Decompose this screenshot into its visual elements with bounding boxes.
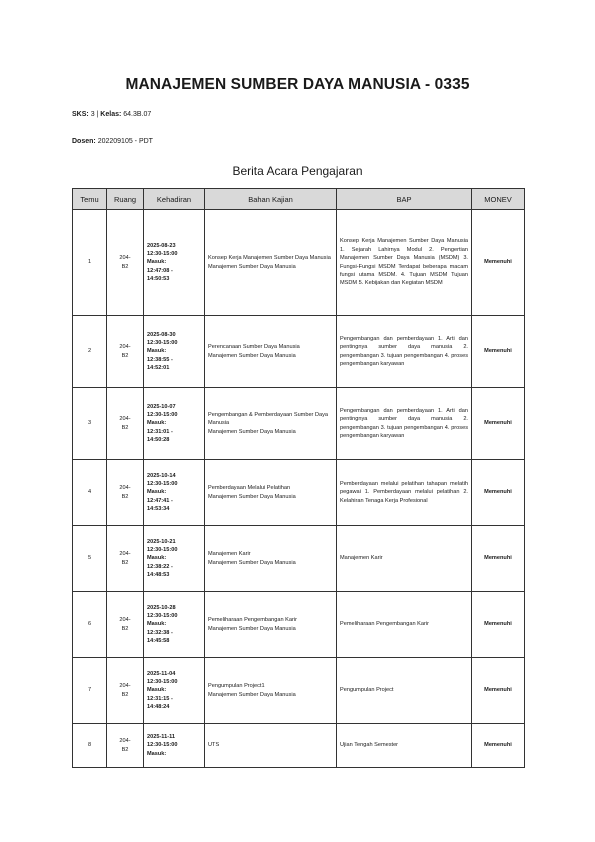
header-temu: Temu bbox=[73, 189, 107, 210]
cell-kehadiran-line: Masuk: bbox=[147, 687, 167, 694]
cell-temu bbox=[73, 592, 107, 658]
table-row bbox=[73, 724, 525, 768]
cell-temu-line: 5 bbox=[87, 555, 92, 562]
cell-bahan-kajian-line: Manajemen Sumber Daya Manusia bbox=[208, 493, 296, 500]
cell-kehadiran-line: Masuk: bbox=[147, 489, 167, 496]
cell-ruang-line: 204- bbox=[119, 738, 131, 745]
cell-kehadiran-line: Masuk: bbox=[147, 750, 167, 757]
cell-ruang-line: 204- bbox=[119, 683, 131, 690]
teaching-report-table bbox=[72, 188, 525, 768]
cell-bahan-kajian bbox=[205, 658, 337, 724]
cell-kehadiran-line: 14:48:24 bbox=[147, 704, 170, 711]
cell-bahan-kajian-line: Pengembangan & Pemberdayaan Sumber Daya Manusia bbox=[208, 411, 329, 427]
sks-value: 3 | bbox=[90, 111, 99, 118]
cell-monev bbox=[472, 592, 525, 658]
cell-kehadiran-line: Masuk: bbox=[147, 621, 167, 628]
cell-kehadiran-line: Masuk: bbox=[147, 259, 167, 266]
cell-kehadiran-line: 12:30-15:00 bbox=[147, 480, 178, 487]
header-ruang: Ruang bbox=[107, 189, 144, 210]
cell-ruang-line: B2 bbox=[121, 424, 129, 431]
cell-kehadiran bbox=[144, 388, 205, 460]
cell-kehadiran-line: 2025-10-14 bbox=[147, 472, 176, 479]
cell-ruang-line: 204- bbox=[119, 344, 131, 351]
cell-bap-line: Manajemen Karir bbox=[340, 555, 383, 562]
cell-ruang-line: 204- bbox=[119, 255, 131, 262]
cell-ruang-line: B2 bbox=[121, 263, 129, 270]
cell-bap bbox=[337, 724, 472, 768]
cell-kehadiran-line: 2025-10-21 bbox=[147, 538, 176, 545]
cell-ruang bbox=[107, 316, 144, 388]
cell-kehadiran-line: 2025-11-11 bbox=[147, 733, 175, 740]
cell-temu bbox=[73, 724, 107, 768]
cell-kehadiran-line: 2025-08-30 bbox=[147, 331, 176, 338]
cell-kehadiran-line: 14:48:53 bbox=[147, 572, 170, 579]
cell-ruang-line: B2 bbox=[121, 625, 129, 632]
cell-monev bbox=[472, 658, 525, 724]
table-row bbox=[73, 658, 525, 724]
cell-bahan-kajian-line: Manajemen Sumber Daya Manusia bbox=[208, 352, 296, 359]
dosen-label: Dosen: bbox=[72, 138, 96, 145]
cell-bahan-kajian-line: UTS bbox=[208, 742, 220, 749]
cell-monev-line: Memenuhi bbox=[484, 687, 512, 694]
table-row bbox=[73, 388, 525, 460]
cell-temu bbox=[73, 316, 107, 388]
cell-kehadiran bbox=[144, 724, 205, 768]
cell-bahan-kajian-line: Manajemen Sumber Daya Manusia bbox=[208, 263, 296, 270]
cell-temu-line: 2 bbox=[87, 348, 92, 355]
cell-bap-line: Pengembangan dan pemberdayaan 1. Arti dan pentingnya sumber daya manusia 2. pengembangan 3. tujuan pengembangan 4. proses pengembangan karyawan bbox=[340, 335, 468, 367]
cell-bap-line: Pemberdayaan melalui pelatihan tahapan melatih pegawai 1. Pemberdayaan melalui pelatihan 2. Kelahiran Tenaga Kerja Profesional bbox=[340, 480, 468, 504]
cell-ruang-line: B2 bbox=[121, 352, 129, 359]
table-row bbox=[73, 210, 525, 316]
cell-kehadiran-line: 12:47:41 - bbox=[147, 497, 173, 504]
cell-bahan-kajian-line: Konsep Kerja Manajemen Sumber Daya Manusia bbox=[208, 255, 331, 262]
cell-temu-line: 8 bbox=[87, 742, 92, 749]
cell-kehadiran-line: 2025-11-04 bbox=[147, 670, 176, 677]
cell-bap bbox=[337, 526, 472, 592]
kelas-label: Kelas: bbox=[100, 111, 122, 118]
document-title: MANAJEMEN SUMBER DAYA MANUSIA - 0335 bbox=[125, 76, 470, 93]
header-bap: BAP bbox=[337, 189, 472, 210]
cell-bahan-kajian bbox=[205, 592, 337, 658]
cell-kehadiran-line: 12:30-15:00 bbox=[147, 612, 178, 619]
cell-monev bbox=[472, 388, 525, 460]
cell-kehadiran-line: 12:30-15:00 bbox=[147, 411, 178, 418]
cell-temu bbox=[73, 388, 107, 460]
cell-kehadiran-line: 14:53:34 bbox=[147, 506, 170, 513]
cell-bahan-kajian-line: Pemberdayaan Melalui Pelatihan bbox=[208, 485, 291, 492]
cell-bap bbox=[337, 658, 472, 724]
cell-kehadiran-line: Masuk: bbox=[147, 555, 167, 562]
cell-kehadiran-line: 12:31:15 - bbox=[147, 695, 173, 702]
table-row bbox=[73, 316, 525, 388]
cell-ruang-line: 204- bbox=[119, 485, 131, 492]
cell-temu bbox=[73, 658, 107, 724]
cell-kehadiran-line: 2025-10-07 bbox=[147, 403, 176, 410]
cell-bahan-kajian bbox=[205, 460, 337, 526]
cell-bahan-kajian-line: Pemeliharaan Pengembangan Karir bbox=[208, 617, 297, 624]
cell-bap bbox=[337, 592, 472, 658]
cell-bahan-kajian-line: Pengumpulan Project1 bbox=[208, 683, 265, 690]
cell-ruang bbox=[107, 592, 144, 658]
cell-kehadiran bbox=[144, 592, 205, 658]
cell-bap-line: Pemeliharaan Pengembangan Karir bbox=[340, 621, 429, 628]
cell-kehadiran bbox=[144, 658, 205, 724]
cell-monev-line: Memenuhi bbox=[484, 742, 512, 749]
cell-monev-line: Memenuhi bbox=[484, 555, 512, 562]
cell-kehadiran-line: 12:30-15:00 bbox=[147, 339, 178, 346]
cell-temu bbox=[73, 526, 107, 592]
cell-kehadiran-line: 14:50:28 bbox=[147, 437, 170, 444]
cell-monev-line: Memenuhi bbox=[484, 420, 512, 427]
cell-monev bbox=[472, 316, 525, 388]
cell-kehadiran-line: 2025-08-23 bbox=[147, 242, 176, 249]
cell-ruang-line: 204- bbox=[119, 617, 131, 624]
cell-bap-line: Pengumpulan Project bbox=[340, 687, 394, 694]
cell-bap bbox=[337, 316, 472, 388]
cell-kehadiran-line: 14:52:01 bbox=[147, 365, 170, 372]
cell-kehadiran bbox=[144, 526, 205, 592]
cell-bahan-kajian bbox=[205, 388, 337, 460]
cell-kehadiran-line: 14:50:53 bbox=[147, 276, 170, 283]
cell-kehadiran bbox=[144, 210, 205, 316]
cell-ruang-line: 204- bbox=[119, 551, 131, 558]
cell-kehadiran-line: 12:32:38 - bbox=[147, 629, 173, 636]
cell-monev bbox=[472, 724, 525, 768]
cell-bap bbox=[337, 460, 472, 526]
cell-bahan-kajian-line: Perencanaan Sumber Daya Manusia bbox=[208, 344, 300, 351]
cell-ruang-line: B2 bbox=[121, 493, 129, 500]
cell-kehadiran-line: 12:30-15:00 bbox=[147, 546, 178, 553]
cell-bahan-kajian-line: Manajemen Sumber Daya Manusia bbox=[208, 625, 296, 632]
cell-kehadiran-line: 2025-10-28 bbox=[147, 604, 176, 611]
table-header-row bbox=[73, 189, 525, 210]
cell-kehadiran-line: 12:30-15:00 bbox=[147, 250, 178, 257]
cell-kehadiran bbox=[144, 316, 205, 388]
cell-kehadiran-line: 12:47:08 - bbox=[147, 267, 173, 274]
cell-ruang bbox=[107, 724, 144, 768]
kelas-value: 64.3B.07 bbox=[123, 111, 152, 118]
cell-temu-line: 3 bbox=[87, 420, 92, 427]
cell-ruang-line: 204- bbox=[119, 416, 131, 423]
table-row bbox=[73, 526, 525, 592]
cell-kehadiran-line: 12:30-15:00 bbox=[147, 742, 178, 749]
cell-temu-line: 7 bbox=[87, 687, 92, 694]
cell-ruang bbox=[107, 210, 144, 316]
cell-ruang bbox=[107, 526, 144, 592]
cell-monev-line: Memenuhi bbox=[484, 348, 512, 355]
cell-temu bbox=[73, 210, 107, 316]
header-bahan-kajian: Bahan Kajian bbox=[205, 189, 337, 210]
cell-bap bbox=[337, 388, 472, 460]
cell-bahan-kajian-line: Manajemen Sumber Daya Manusia bbox=[208, 428, 296, 435]
cell-ruang-line: B2 bbox=[121, 746, 129, 753]
cell-ruang bbox=[107, 388, 144, 460]
cell-bap-line: Ujian Tengah Semester bbox=[340, 742, 399, 749]
dosen-value: 202209105 - PDT bbox=[97, 138, 153, 145]
lecturer-info bbox=[72, 138, 153, 145]
cell-bahan-kajian-line: Manajemen Sumber Daya Manusia bbox=[208, 559, 296, 566]
cell-bahan-kajian-line: Manajemen Sumber Daya Manusia bbox=[208, 691, 296, 698]
cell-monev-line: Memenuhi bbox=[484, 621, 512, 628]
cell-kehadiran-line: 12:38:22 - bbox=[147, 563, 173, 570]
cell-bahan-kajian bbox=[205, 316, 337, 388]
cell-bap-line: Konsep Kerja Manajemen Sumber Daya Manusia 1. Sejarah Lahirnya Modul 2. Pengertian Manajemen Sumber Daya Manusia (MSDM) 3. Fungsi-Fungsi MSDM Terdapat beberapa macam fungsi utama MSDM. 4. Tujuan MSDM Tujuan MSDM 5. Kebijakan dan Kegiatan MSDM bbox=[340, 238, 468, 287]
cell-kehadiran-line: 12:31:01 - bbox=[147, 428, 173, 435]
cell-monev bbox=[472, 210, 525, 316]
cell-temu bbox=[73, 460, 107, 526]
cell-monev bbox=[472, 526, 525, 592]
header-monev: MONEV bbox=[472, 189, 525, 210]
cell-temu-line: 4 bbox=[87, 489, 92, 496]
course-info bbox=[72, 111, 151, 118]
cell-temu-line: 6 bbox=[87, 621, 92, 628]
cell-ruang bbox=[107, 460, 144, 526]
cell-monev bbox=[472, 460, 525, 526]
cell-kehadiran-line: 12:38:55 - bbox=[147, 356, 173, 363]
table-row bbox=[73, 592, 525, 658]
cell-monev-line: Memenuhi bbox=[484, 489, 512, 496]
cell-kehadiran bbox=[144, 460, 205, 526]
cell-monev-line: Memenuhi bbox=[484, 259, 512, 266]
cell-kehadiran-line: Masuk: bbox=[147, 348, 167, 355]
sks-label: SKS: bbox=[72, 111, 89, 118]
header-kehadiran: Kehadiran bbox=[144, 189, 205, 210]
cell-ruang-line: B2 bbox=[121, 691, 129, 698]
cell-ruang-line: B2 bbox=[121, 559, 129, 566]
cell-bahan-kajian bbox=[205, 210, 337, 316]
cell-kehadiran-line: 12:30-15:00 bbox=[147, 678, 178, 685]
cell-bap-line: Pengembangan dan pemberdayaan 1. Arti dan pentingnya sumber daya manusia 2. pengembangan 3. tujuan pengembangan 4. proses pengembangan karyawan bbox=[340, 407, 468, 439]
section-title: Berita Acara Pengajaran bbox=[232, 164, 363, 178]
cell-ruang bbox=[107, 658, 144, 724]
table-row bbox=[73, 460, 525, 526]
cell-bap bbox=[337, 210, 472, 316]
cell-bahan-kajian bbox=[205, 526, 337, 592]
cell-kehadiran-line: Masuk: bbox=[147, 420, 167, 427]
cell-kehadiran-line: 14:45:58 bbox=[147, 638, 170, 645]
cell-bahan-kajian bbox=[205, 724, 337, 768]
cell-bahan-kajian-line: Manajemen Karir bbox=[208, 551, 251, 558]
cell-temu-line: 1 bbox=[87, 259, 92, 266]
